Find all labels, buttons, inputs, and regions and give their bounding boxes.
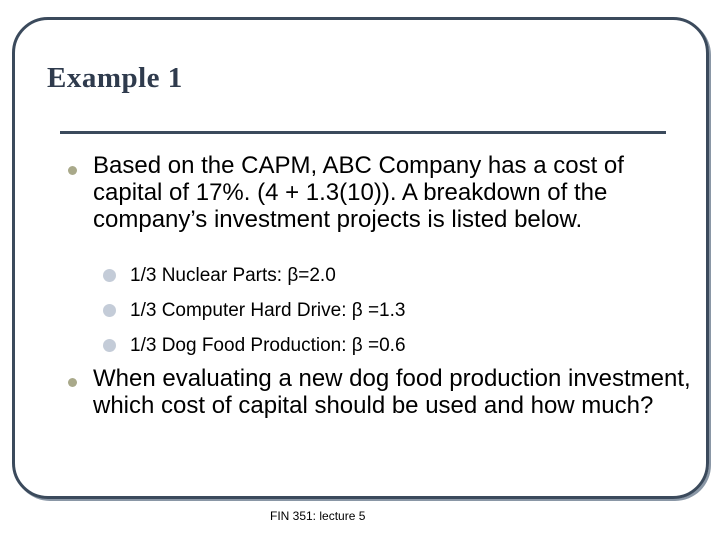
bullet-icon: [68, 378, 77, 387]
slide-title: Example 1: [47, 62, 183, 94]
sub-item-label: 1/3 Computer Hard Drive: β =1.3: [130, 300, 406, 321]
sub-item-hard-drive: [103, 293, 603, 328]
footer-text: FIN 351: lecture 5: [270, 509, 366, 523]
sub-item-nuclear: [103, 258, 603, 293]
title-divider: [60, 131, 666, 134]
sub-bullet-list: [103, 258, 603, 363]
sub-item-label: 1/3 Dog Food Production: β =0.6: [130, 335, 406, 356]
sub-bullet-icon: [103, 339, 116, 352]
bullet-text-capm: Based on the CAPM, ABC Company has a cost of capital of 17%. (4 + 1.3(10)). A breakdown of the company’s investment projects is listed below.: [93, 152, 624, 233]
sub-item-dog-food: [103, 328, 603, 363]
sub-bullet-icon: [103, 269, 116, 282]
bullet-text-question: When evaluating a new dog food production investment, which cost of capital should be used and how much?: [93, 365, 691, 419]
sub-item-label: 1/3 Nuclear Parts: β=2.0: [130, 265, 336, 286]
bullet-icon: [68, 166, 77, 175]
sub-bullet-icon: [103, 304, 116, 317]
